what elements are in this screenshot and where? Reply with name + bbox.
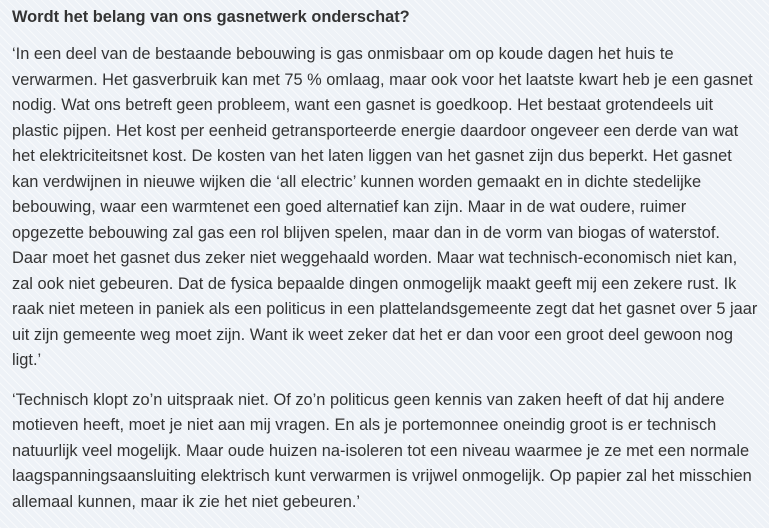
article-paragraph-2: ‘Technisch klopt zo’n uitspraak niet. Of zo’n politicus geen kennis van zaken heeft of dat hij andere motieven heeft, moet je niet aan mij vragen. En als je portemonnee oneindig groot is er technisch natuurlijk veel mogelijk. Maar oude huizen na-isoleren tot een niveau waarmee je ze met een normale laagspanningsaansluiting elektrisch kunt verwarmen is vrijwel onmogelijk. Op papier zal het misschien allemaal kunnen, maar ik zie het niet gebeuren.’ [12,390,752,511]
article-heading: Wordt het belang van ons gasnetwerk onderschat? [12,8,410,26]
article-paragraph-1: ‘In een deel van de bestaande bebouwing is gas onmisbaar om op koude dagen het huis te verwarmen. Het gasverbruik kan met 75 % omlaag, maar ook voor het laatste kwart heb je een gasnet nodig. Wat ons betreft geen probleem, want een gasnet is goedkoop. Het bestaat grotendeels uit plastic pijpen. Het kost per eenheid getransporteerde energie daardoor ongeveer een derde van wat het elektriciteitsnet kost. De kosten van het laten liggen van het gasnet zijn dus beperkt. Het gasnet kan verdwijnen in nieuwe wijken die ‘all electric’ kunnen worden gemaakt en in dichte stedelijke bebouwing, waar een warmtenet een goed alternatief kan zijn. Maar in de wat oudere, ruimer opgezette bebouwing zal gas een rol blijven spelen, maar dan in de vorm van biogas of waterstof. Daar moet het gasnet dus zeker niet weggehaald worden. Maar wat technisch-economisch niet kan, zal ook niet gebeuren. Dat de fysica bepaalde dingen onmogelijk maakt geeft mij een zekere rust. Ik raak niet meteen in paniek als een politicus in een plattelandsgemeente zegt dat het gasnet over 5 jaar uit zijn gemeente weg moet zijn. Want ik weet zeker dat het er dan voor een groot deel gewoon nog ligt.’ [12,45,758,369]
